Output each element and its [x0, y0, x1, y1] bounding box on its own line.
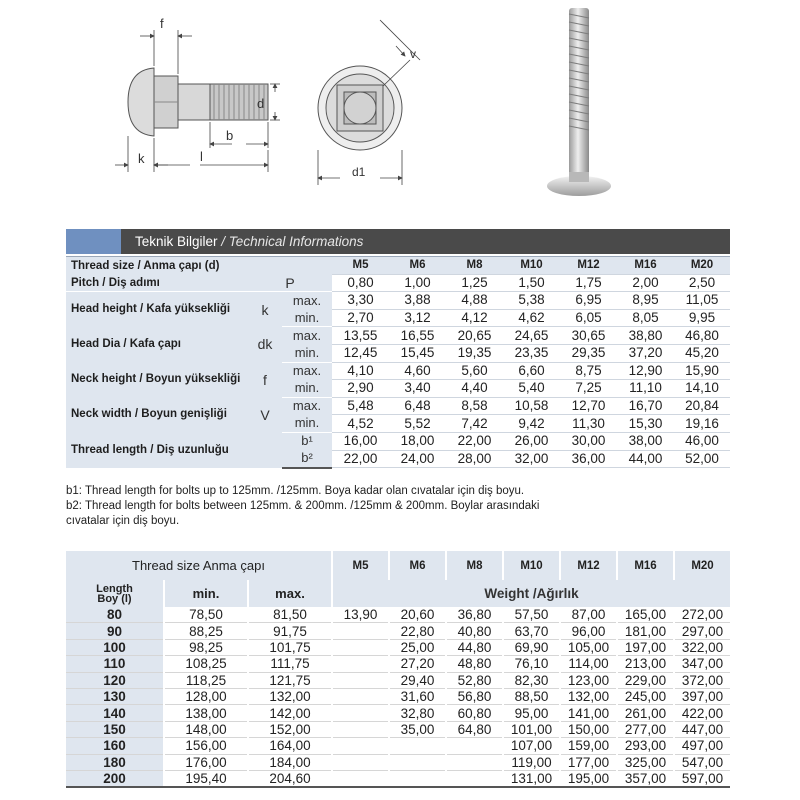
weight-row [66, 623, 730, 639]
weight-row [66, 688, 730, 704]
label-l: l [200, 149, 203, 164]
spec-value: 38,80 [617, 327, 674, 345]
size-header-m5: M5 [332, 551, 389, 580]
weight-value: 397,00 [674, 688, 730, 704]
spec-row [66, 274, 730, 292]
weight-value: 597,00 [674, 770, 730, 787]
weight-value [389, 770, 446, 787]
spec-value: 1,25 [446, 274, 503, 292]
size-header-m12: M12 [560, 257, 617, 275]
weight-value: 48,80 [446, 656, 503, 672]
bolt-photo [547, 8, 611, 196]
spec-value: 4,60 [389, 362, 446, 380]
weight-row [66, 656, 730, 672]
spec-value: 45,20 [674, 344, 730, 362]
spec-value: 4,12 [446, 309, 503, 327]
max-length-value: 132,00 [248, 688, 332, 704]
technical-table [66, 256, 730, 469]
spec-value: 28,00 [446, 450, 503, 468]
max-length-value: 121,75 [248, 672, 332, 688]
spec-row [66, 432, 730, 450]
weight-value: 150,00 [560, 721, 617, 737]
weight-value [446, 754, 503, 770]
spec-value: 15,45 [389, 344, 446, 362]
min-length-value: 138,00 [164, 705, 248, 721]
spec-value: 5,52 [389, 415, 446, 433]
weight-value: 213,00 [617, 656, 674, 672]
spec-value: 46,00 [674, 432, 730, 450]
thread-length-notes [66, 484, 746, 529]
min-length-value: 88,25 [164, 623, 248, 639]
weight-value [332, 639, 389, 655]
length-value: 110 [66, 656, 164, 672]
spec-value: 15,30 [617, 415, 674, 433]
spec-label: Head Dia / Kafa çapı [66, 327, 248, 362]
size-header-m10: M10 [503, 551, 560, 580]
size-header-m6: M6 [389, 551, 446, 580]
weight-value: 422,00 [674, 705, 730, 721]
max-length-value: 91,75 [248, 623, 332, 639]
spec-value: 4,10 [332, 362, 389, 380]
label-f: f [160, 16, 164, 31]
weight-value: 95,00 [503, 705, 560, 721]
weight-value: 27,20 [389, 656, 446, 672]
spec-value: 3,30 [332, 292, 389, 310]
spec-value: 5,38 [503, 292, 560, 310]
weight-value [332, 705, 389, 721]
spec-value: 8,58 [446, 397, 503, 415]
spec-value: 2,00 [617, 274, 674, 292]
weight-value: 63,70 [503, 623, 560, 639]
weight-value: 131,00 [503, 770, 560, 787]
length-value: 150 [66, 721, 164, 737]
length-label-en: Length [96, 582, 133, 595]
weight-value: 165,00 [617, 607, 674, 623]
spec-symbol: P [248, 274, 332, 292]
tech-title-en: / Technical Informations [221, 234, 364, 249]
spec-value: 32,00 [503, 450, 560, 468]
spec-value: 8,95 [617, 292, 674, 310]
weight-value: 245,00 [617, 688, 674, 704]
spec-limit: b¹ [282, 432, 332, 450]
spec-value: 1,00 [389, 274, 446, 292]
spec-value: 6,60 [503, 362, 560, 380]
min-length-value: 195,40 [164, 770, 248, 787]
spec-value: 44,00 [617, 450, 674, 468]
header-title-bar [121, 229, 730, 254]
weight-value: 107,00 [503, 738, 560, 754]
spec-label: Neck width / Boyun genişliği [66, 397, 248, 432]
spec-value: 16,00 [332, 432, 389, 450]
spec-value: 24,00 [389, 450, 446, 468]
weight-value: 372,00 [674, 672, 730, 688]
weight-value: 52,80 [446, 672, 503, 688]
weight-value: 40,80 [446, 623, 503, 639]
spec-limit: max. [282, 397, 332, 415]
weight-value: 22,80 [389, 623, 446, 639]
spec-value: 3,88 [389, 292, 446, 310]
spec-limit: max. [282, 362, 332, 380]
weight-value: 101,00 [503, 721, 560, 737]
weight-value [389, 738, 446, 754]
size-header-m5: M5 [332, 257, 389, 275]
weight-value: 229,00 [617, 672, 674, 688]
spec-value: 11,10 [617, 380, 674, 398]
spec-row [66, 362, 730, 380]
spec-limit: min. [282, 344, 332, 362]
weight-value [446, 738, 503, 754]
length-header [66, 580, 164, 607]
spec-value: 3,12 [389, 309, 446, 327]
spec-value: 7,25 [560, 380, 617, 398]
spec-value: 4,52 [332, 415, 389, 433]
spec-row [66, 292, 730, 310]
weight-value: 25,00 [389, 639, 446, 655]
weight-value [332, 688, 389, 704]
weight-value: 347,00 [674, 656, 730, 672]
size-header-m12: M12 [560, 551, 617, 580]
spec-value: 8,05 [617, 309, 674, 327]
spec-value: 16,55 [389, 327, 446, 345]
weight-value: 69,90 [503, 639, 560, 655]
label-d1: d1 [352, 165, 366, 179]
spec-value: 16,70 [617, 397, 674, 415]
label-d: d [257, 96, 265, 111]
weight-value: 119,00 [503, 754, 560, 770]
spec-value: 52,00 [674, 450, 730, 468]
label-k: k [138, 151, 145, 166]
weight-value [332, 672, 389, 688]
weight-value: 547,00 [674, 754, 730, 770]
spec-value: 9,42 [503, 415, 560, 433]
max-length-value: 204,60 [248, 770, 332, 787]
length-value: 90 [66, 623, 164, 639]
min-length-value: 98,25 [164, 639, 248, 655]
spec-value: 2,70 [332, 309, 389, 327]
note-b2-cont: cıvatalar için diş boyu. [66, 515, 180, 527]
max-length-value: 164,00 [248, 738, 332, 754]
spec-value: 19,16 [674, 415, 730, 433]
weight-row [66, 607, 730, 623]
weight-row [66, 738, 730, 754]
tech-section-header [66, 229, 730, 254]
weight-value [332, 770, 389, 787]
max-length-value: 101,75 [248, 639, 332, 655]
spec-value: 15,90 [674, 362, 730, 380]
spec-value: 1,50 [503, 274, 560, 292]
max-length-value: 152,00 [248, 721, 332, 737]
weight-value: 272,00 [674, 607, 730, 623]
weight-row [66, 672, 730, 688]
spec-value: 7,42 [446, 415, 503, 433]
spec-value: 14,10 [674, 380, 730, 398]
min-header: min. [164, 580, 248, 607]
spec-limit: min. [282, 415, 332, 433]
size-header-m20: M20 [674, 551, 730, 580]
weight-value: 497,00 [674, 738, 730, 754]
weight-value: 64,80 [446, 721, 503, 737]
weight-value: 177,00 [560, 754, 617, 770]
size-header-m10: M10 [503, 257, 560, 275]
size-header-m8: M8 [446, 551, 503, 580]
weight-value: 96,00 [560, 623, 617, 639]
weight-row [66, 770, 730, 787]
spec-limit: max. [282, 327, 332, 345]
spec-value: 11,05 [674, 292, 730, 310]
weight-value: 105,00 [560, 639, 617, 655]
spec-value: 23,35 [503, 344, 560, 362]
max-length-value: 111,75 [248, 656, 332, 672]
bolt-technical-drawing [0, 0, 800, 215]
weight-subheader-row [66, 580, 730, 607]
spec-value: 12,70 [560, 397, 617, 415]
spec-limit: b² [282, 450, 332, 468]
length-value: 120 [66, 672, 164, 688]
spec-value: 3,40 [389, 380, 446, 398]
spec-value: 20,84 [674, 397, 730, 415]
bolt-drawing-svg [0, 0, 800, 215]
min-length-value: 148,00 [164, 721, 248, 737]
spec-value: 4,40 [446, 380, 503, 398]
spec-value: 26,00 [503, 432, 560, 450]
spec-symbol: V [248, 397, 282, 432]
size-header-m6: M6 [389, 257, 446, 275]
spec-value: 30,65 [560, 327, 617, 345]
side-view [128, 68, 268, 136]
weight-row [66, 639, 730, 655]
label-v: v [410, 47, 416, 61]
weight-value: 44,80 [446, 639, 503, 655]
weight-value [332, 721, 389, 737]
weight-value: 293,00 [617, 738, 674, 754]
weight-value: 322,00 [674, 639, 730, 655]
spec-value: 4,62 [503, 309, 560, 327]
spec-value: 6,95 [560, 292, 617, 310]
length-value: 180 [66, 754, 164, 770]
weight-value: 325,00 [617, 754, 674, 770]
spec-value: 10,58 [503, 397, 560, 415]
spec-value: 11,30 [560, 415, 617, 433]
weight-value: 277,00 [617, 721, 674, 737]
weight-value: 357,00 [617, 770, 674, 787]
tech-header-row [66, 257, 730, 275]
weight-value [332, 656, 389, 672]
weight-row [66, 721, 730, 737]
spec-symbol: dk [248, 327, 282, 362]
length-value: 140 [66, 705, 164, 721]
spec-value: 46,80 [674, 327, 730, 345]
spec-value: 6,48 [389, 397, 446, 415]
weight-value [389, 754, 446, 770]
size-header-m8: M8 [446, 257, 503, 275]
spec-value: 20,65 [446, 327, 503, 345]
spec-label: Thread length / Diş uzunluğu [66, 432, 248, 467]
weight-value: 56,80 [446, 688, 503, 704]
max-length-value: 81,50 [248, 607, 332, 623]
max-length-value: 184,00 [248, 754, 332, 770]
spec-row [66, 327, 730, 345]
weight-value: 36,80 [446, 607, 503, 623]
weight-value: 60,80 [446, 705, 503, 721]
spec-value: 5,60 [446, 362, 503, 380]
spec-value: 29,35 [560, 344, 617, 362]
weight-value: 261,00 [617, 705, 674, 721]
spec-value: 30,00 [560, 432, 617, 450]
weight-value: 87,00 [560, 607, 617, 623]
weight-value: 123,00 [560, 672, 617, 688]
spec-value: 38,00 [617, 432, 674, 450]
spec-value: 24,65 [503, 327, 560, 345]
label-b: b [226, 128, 234, 143]
spec-value: 18,00 [389, 432, 446, 450]
weight-header: Weight /Ağırlık [332, 580, 730, 607]
weight-value: 76,10 [503, 656, 560, 672]
spec-label: Pitch / Diş adımı [66, 274, 248, 292]
spec-value: 12,90 [617, 362, 674, 380]
weight-value: 32,80 [389, 705, 446, 721]
spec-value: 5,48 [332, 397, 389, 415]
weight-value [332, 754, 389, 770]
weight-value: 114,00 [560, 656, 617, 672]
spec-value: 6,05 [560, 309, 617, 327]
spec-row [66, 397, 730, 415]
spec-value: 12,45 [332, 344, 389, 362]
weight-value: 82,30 [503, 672, 560, 688]
spec-value: 0,80 [332, 274, 389, 292]
spec-limit: min. [282, 380, 332, 398]
min-length-value: 128,00 [164, 688, 248, 704]
spec-limit: min. [282, 309, 332, 327]
weight-value: 13,90 [332, 607, 389, 623]
length-value: 80 [66, 607, 164, 623]
spec-value: 22,00 [332, 450, 389, 468]
spec-symbol: f [248, 362, 282, 397]
thread-size-header: Thread size Anma çapı [66, 551, 332, 580]
weight-row [66, 754, 730, 770]
weight-value [332, 738, 389, 754]
spec-value: 2,90 [332, 380, 389, 398]
weight-value: 159,00 [560, 738, 617, 754]
weight-value: 88,50 [503, 688, 560, 704]
weight-value: 29,40 [389, 672, 446, 688]
weight-value: 297,00 [674, 623, 730, 639]
weight-value: 20,60 [389, 607, 446, 623]
size-header-m16: M16 [617, 257, 674, 275]
weight-value [332, 623, 389, 639]
spec-value: 8,75 [560, 362, 617, 380]
weight-value: 35,00 [389, 721, 446, 737]
spec-label: Neck height / Boyun yüksekliği [66, 362, 248, 397]
weight-value: 31,60 [389, 688, 446, 704]
length-value: 130 [66, 688, 164, 704]
weight-value: 197,00 [617, 639, 674, 655]
max-length-value: 142,00 [248, 705, 332, 721]
weight-table [66, 551, 730, 788]
min-length-value: 78,50 [164, 607, 248, 623]
spec-symbol: k [248, 292, 282, 327]
max-header: max. [248, 580, 332, 607]
spec-value: 37,20 [617, 344, 674, 362]
length-value: 200 [66, 770, 164, 787]
weight-value: 141,00 [560, 705, 617, 721]
min-length-value: 176,00 [164, 754, 248, 770]
thread-size-label: Thread size / Anma çapı (d) [66, 257, 332, 275]
spec-value: 9,95 [674, 309, 730, 327]
spec-value: 13,55 [332, 327, 389, 345]
spec-label: Head height / Kafa yüksekliği [66, 292, 248, 327]
weight-header-row [66, 551, 730, 580]
length-value: 100 [66, 639, 164, 655]
weight-row [66, 705, 730, 721]
spec-value: 1,75 [560, 274, 617, 292]
spec-value: 4,88 [446, 292, 503, 310]
size-header-m16: M16 [617, 551, 674, 580]
length-label-tr: Boy (l) [97, 592, 132, 605]
length-value: 160 [66, 738, 164, 754]
spec-symbol [248, 432, 282, 467]
header-blue-block [66, 229, 121, 254]
top-view [318, 20, 420, 185]
weight-value: 132,00 [560, 688, 617, 704]
min-length-value: 156,00 [164, 738, 248, 754]
weight-value: 181,00 [617, 623, 674, 639]
spec-limit: max. [282, 292, 332, 310]
weight-value: 195,00 [560, 770, 617, 787]
min-length-value: 118,25 [164, 672, 248, 688]
size-header-m20: M20 [674, 257, 730, 275]
spec-value: 19,35 [446, 344, 503, 362]
note-b1: b1: Thread length for bolts up to 125mm. /125mm. Boya kadar olan cıvatalar için diş boyu. [66, 485, 525, 497]
spec-value: 2,50 [674, 274, 730, 292]
spec-value: 5,40 [503, 380, 560, 398]
note-b2: b2: Thread length for bolts between 125mm. & 200mm. /125mm & 200mm. Boylar arasındaki [66, 500, 540, 512]
weight-value: 447,00 [674, 721, 730, 737]
spec-value: 36,00 [560, 450, 617, 468]
tech-title: Teknik Bilgiler [135, 234, 218, 249]
weight-value [446, 770, 503, 787]
spec-value: 22,00 [446, 432, 503, 450]
weight-value: 57,50 [503, 607, 560, 623]
min-length-value: 108,25 [164, 656, 248, 672]
